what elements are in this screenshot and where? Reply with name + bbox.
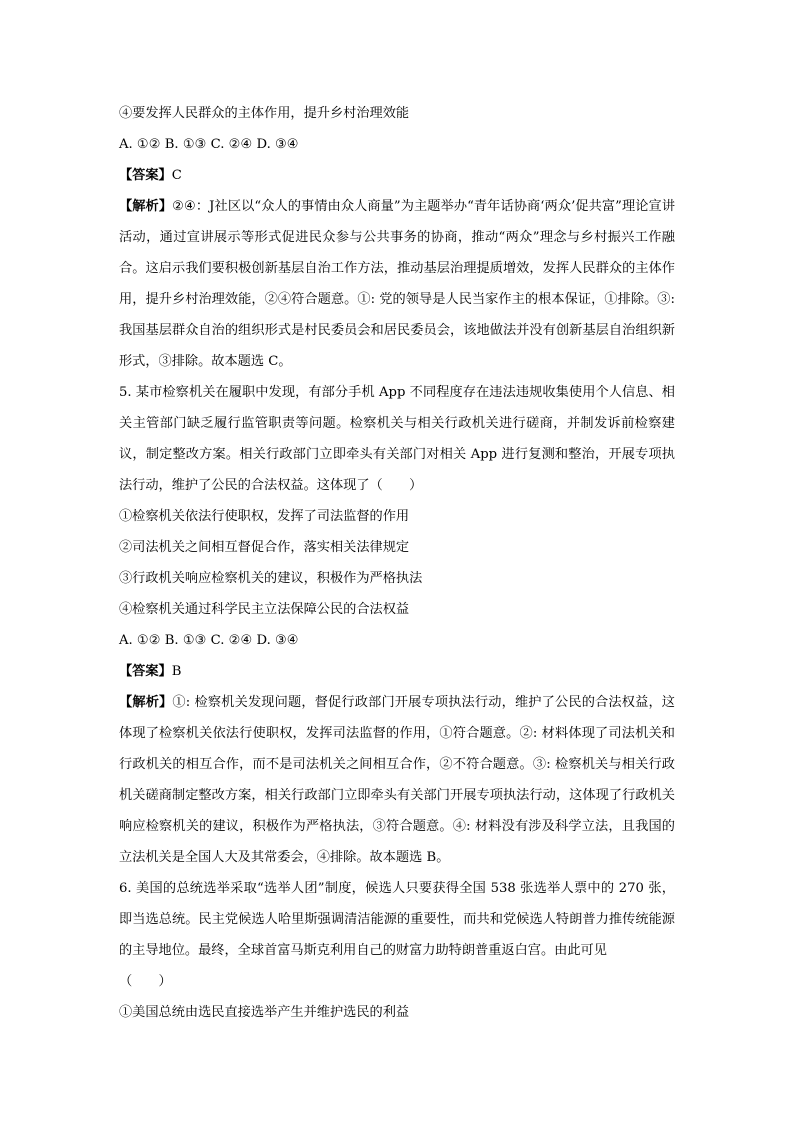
answer-value: C [171, 168, 182, 183]
q5-analysis [119, 687, 675, 873]
q6-option-1: ①美国总统由选民直接选举产生并维护选民的利益 [119, 1005, 410, 1020]
q4-analysis [119, 191, 675, 377]
analysis-text: ①: 检察机关发现问题，督促行政部门开展专项执法行动，维护了公民的合法权益，这体现了检察机关依法行使职权，发挥司法监督的作用，①符合题意。②: 材料体现了司法机关和行政机关的相互合作，而不是司法机关之间相互合作，②不符合题意。③: 检察机关与相关行政机关磋商制定整改方案，相关行政部门立即牵头有关部门开展专项执法行动，这体现了行政机关响应检察机关的建议，积极作为严格执法，③符合题意。④: 材料没有涉及科学立法，且我国的立法机关是全国人大及其常委会，④排除。故本题选 B。 [119, 695, 675, 865]
q5-option-2: ②司法机关之间相互督促合作，落实相关法律规定 [119, 540, 410, 555]
q5-choices: A. ①② B. ①③ C. ②④ D. ③④ [119, 633, 299, 648]
q5-option-1: ①检察机关依法行使职权，发挥了司法监督的作用 [119, 509, 410, 524]
q5-answer [119, 656, 675, 687]
q5-option-4: ④检察机关通过科学民主立法保障公民的合法权益 [119, 602, 410, 617]
document-page [119, 98, 675, 1028]
analysis-tag: 【解析】 [119, 199, 173, 214]
analysis-tag: 【解析】 [119, 695, 173, 710]
q4-choices: A. ①② B. ①③ C. ②④ D. ③④ [119, 137, 299, 152]
q5-option-3: ③行政机关响应检察机关的建议，积极作为严格执法 [119, 571, 423, 586]
answer-tag: 【答案】 [119, 168, 172, 183]
analysis-text: ②④：J社区以“众人的事情由众人商量”为主题举办“青年话协商‘两众’促共富”理论宣讲活动，通过宣讲展示等形式促进民众参与公共事务的协商，推动“两众”理念与乡村振兴工作融合。这启示我们要积极创新基层自治工作方法，推动基层治理提质增效，发挥人民群众的主体作用，提升乡村治理效能，②④符合题意。①: 党的领导是人民当家作主的根本保证，①排除。③: 我国基层群众自治的组织形式是村民委员会和居民委员会，该地做法并没有创新基层自治组织新形式，③排除。故本题选 C。 [119, 199, 676, 369]
q6-bracket: （ ） [119, 974, 172, 989]
answer-value: B [171, 664, 182, 679]
q4-answer [119, 160, 675, 191]
q6-stem: 6. 美国的总统选举采取“选举人团”制度，候选人只要获得全国 538 张选举人票中的 270 张，即当选总统。民主党候选人哈里斯强调清洁能源的重要性，而共和党候选人特朗普力推传统能源的主导地位。最终，全球首富马斯克利用自己的财富力助特朗普重返白宫。由此可见 [119, 881, 675, 958]
q5-stem: 5. 某市检察机关在履职中发现，有部分手机 App 不同程度存在违法违规收集使用个人信息、相关主管部门缺乏履行监管职责等问题。检察机关与相关行政机关进行磋商，并制发诉前检察建议，制定整改方案。相关行政部门立即牵头有关部门对相关 App 进行复测和整治，开展专项执法行动，维护了公民的合法权益。这体现了（ ） [119, 385, 675, 493]
answer-tag: 【答案】 [119, 664, 172, 679]
q4-option-4: ④要发挥人民群众的主体作用，提升乡村治理效能 [119, 106, 410, 121]
